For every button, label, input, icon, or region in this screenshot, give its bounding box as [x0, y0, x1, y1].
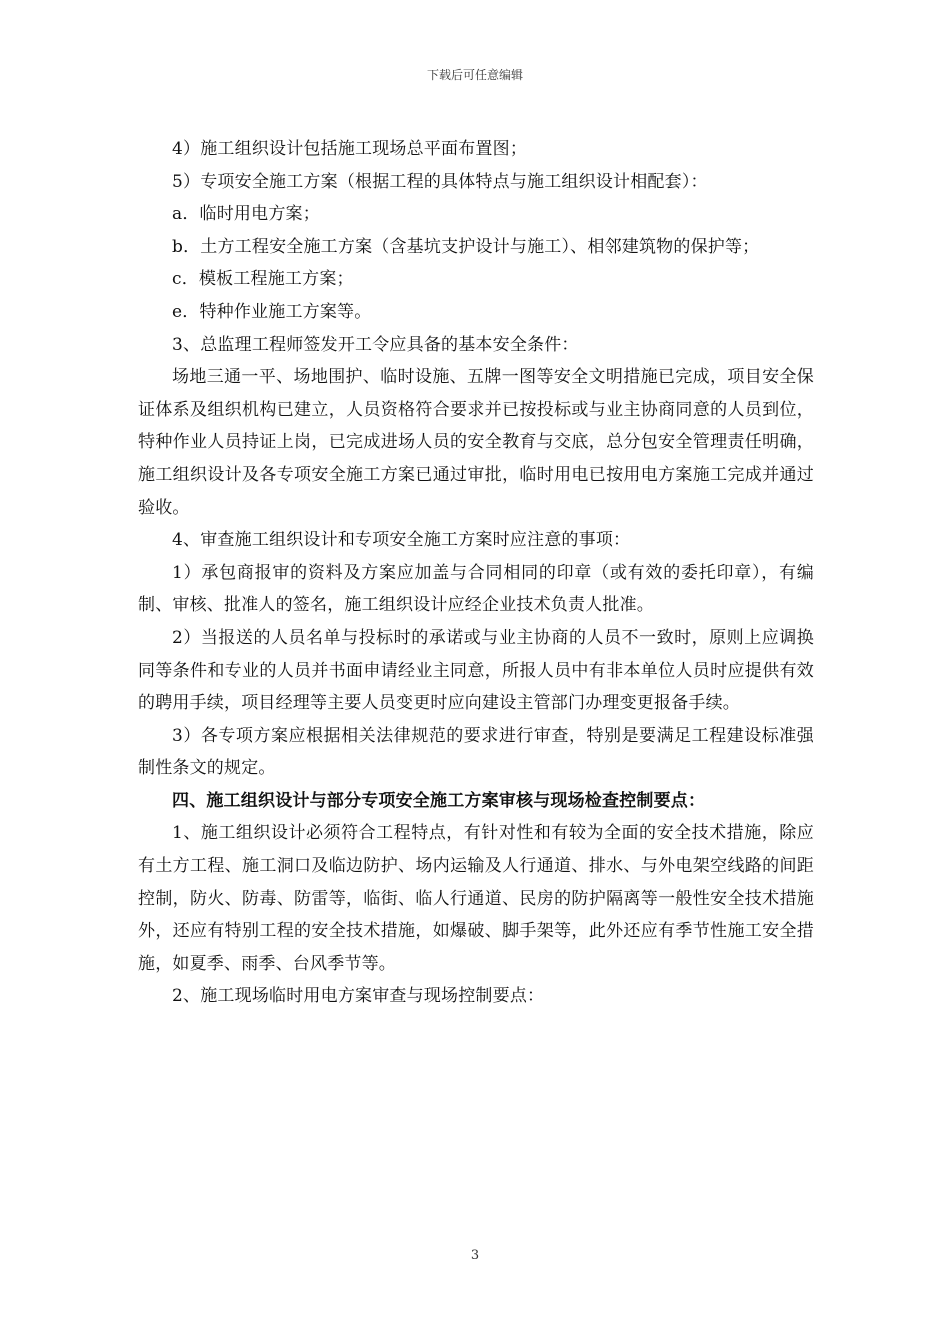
paragraph-item-5-special-plans: 5）专项安全施工方案（根据工程的具体特点与施工组织设计相配套）：: [172, 171, 708, 192]
paragraph-item-4-site-plan: 4）施工组织设计包括施工现场总平面布置图；: [172, 139, 528, 159]
paragraph-control-point-2: 2、施工现场临时用电方案审查与现场控制要点：: [172, 986, 545, 1007]
paragraph-item-e-special-work: e．特种作业施工方案等。: [172, 301, 372, 322]
paragraph-review-note-3: 3）各专项方案应根据相关法律规范的要求进行审查，特别是要满足工程建设标准强制性条文的规定。: [138, 725, 814, 779]
paragraph-section-3-start-conditions: 3、总监理工程师签发开工令应具备的基本安全条件：: [172, 334, 579, 355]
paragraph-start-conditions-detail: 场地三通一平、场地围护、临时设施、五牌一图等安全文明措施已完成，项目安全保证体系及组织机构已建立，人员资格符合要求并已按投标或与业主协商同意的人员到位，特种作业人员持证上岗，已完成进场人员的安全教育与交底，总分包安全管理责任明确，施工组织设计及各专项安全施工方案已通过审批，临时用电已按用电方案施工完成并通过验收。: [138, 367, 814, 518]
paragraph-review-note-2: 2）当报送的人员名单与投标时的承诺或与业主协商的人员不一致时，原则上应调换同等条件和专业的人员并书面申请经业主同意，所报人员中有非本单位人员时应提供有效的聘用手续，项目经理等主要人员变更时应向建设主管部门办理变更报备手续。: [138, 627, 814, 714]
paragraph-review-note-1: 1）承包商报审的资料及方案应加盖与合同相同的印章（或有效的委托印章），有编制、审核、批准人的签名，施工组织设计应经企业技术负责人批准。: [138, 562, 814, 616]
page-number: 3: [470, 1248, 480, 1263]
page-header: 下载后可任意编辑: [426, 68, 523, 82]
section-heading-four: 四、施工组织设计与部分专项安全施工方案审核与现场检查控制要点：: [172, 790, 706, 811]
document-body: [138, 133, 814, 1013]
paragraph-item-a-temporary-power: a．临时用电方案；: [172, 204, 320, 225]
paragraph-section-4-review-notes: 4、审查施工组织设计和专项安全施工方案时应注意的事项：: [172, 530, 631, 551]
paragraph-item-c-formwork: c．模板工程施工方案；: [172, 269, 354, 290]
paragraph-item-b-earthwork: b．土方工程安全施工方案（含基坑支护设计与施工）、相邻建筑物的保护等；: [172, 236, 760, 257]
paragraph-control-point-1: 1、施工组织设计必须符合工程特点，有针对性和有较为全面的安全技术措施，除应有土方工程、施工洞口及临边防护、场内运输及人行通道、排水、与外电架空线路的间距控制，防火、防毒、防雷等，临街、临人行通道、民房的防护隔离等一般性安全技术措施外，还应有特别工程的安全技术措施，如爆破、脚手架等，此外还应有季节性施工安全措施，如夏季、雨季、台风季节等。: [138, 823, 814, 974]
